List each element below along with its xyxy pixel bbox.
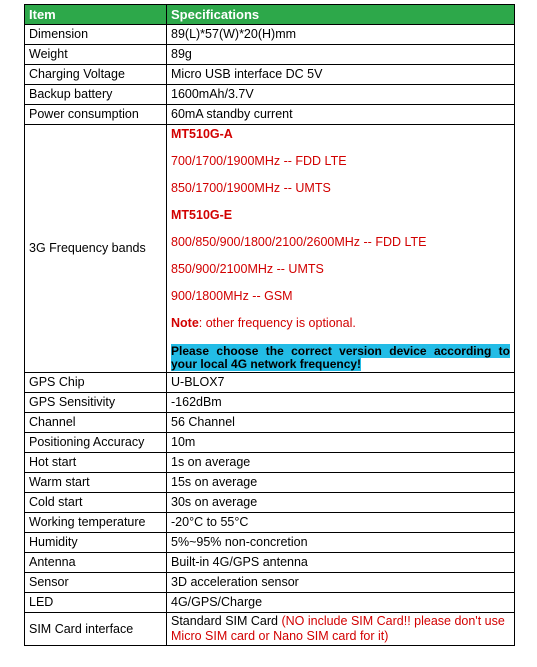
row-item: Sensor [25, 573, 167, 593]
table-row [25, 25, 515, 45]
sim-spec-warning: (NO include SIM Card!! please don't use Micro SIM card or Nano SIM card for it) [171, 614, 505, 643]
row-item: Power consumption [25, 105, 167, 125]
e-umts: 850/900/2100MHz -- UMTS [171, 262, 324, 276]
table-row [25, 513, 515, 533]
table-row [25, 45, 515, 65]
table-row [25, 373, 515, 393]
header-spec: Specifications [167, 5, 515, 25]
row-spec: 3D acceleration sensor [167, 573, 515, 593]
table-row [25, 413, 515, 433]
row-item: Cold start [25, 493, 167, 513]
a-lte: 700/1700/1900MHz -- FDD LTE [171, 154, 347, 168]
row-item: Dimension [25, 25, 167, 45]
row-spec: Built-in 4G/GPS antenna [167, 553, 515, 573]
row-spec: 1s on average [167, 453, 515, 473]
row-spec: 30s on average [167, 493, 515, 513]
note [171, 316, 510, 331]
bands-spec [167, 125, 515, 373]
sim-spec [167, 613, 515, 646]
note-label: Note [171, 316, 199, 330]
table-row [25, 593, 515, 613]
table-row [25, 573, 515, 593]
sim-item: SIM Card interface [25, 613, 167, 646]
row-item: Antenna [25, 553, 167, 573]
e-gsm: 900/1800MHz -- GSM [171, 289, 293, 303]
row-item: Hot start [25, 453, 167, 473]
table-row [25, 453, 515, 473]
sim-spec-plain: Standard SIM Card [171, 614, 282, 628]
row-item: GPS Sensitivity [25, 393, 167, 413]
table-row [25, 393, 515, 413]
row-spec: 10m [167, 433, 515, 453]
row-spec: 89g [167, 45, 515, 65]
highlight-line [171, 345, 510, 371]
row-spec: 56 Channel [167, 413, 515, 433]
table-row [25, 85, 515, 105]
model-a-label: MT510G-A [171, 127, 233, 141]
row-spec: Micro USB interface DC 5V [167, 65, 515, 85]
row-spec: -162dBm [167, 393, 515, 413]
table-row [25, 473, 515, 493]
model-e-label: MT510G-E [171, 208, 233, 222]
header-row [25, 5, 515, 25]
row-spec: U-BLOX7 [167, 373, 515, 393]
row-spec: 5%~95% non-concretion [167, 533, 515, 553]
note-text: : other frequency is optional. [198, 316, 356, 330]
table-row [25, 65, 515, 85]
spec-table [24, 4, 515, 646]
row-spec: 89(L)*57(W)*20(H)mm [167, 25, 515, 45]
row-spec: 60mA standby current [167, 105, 515, 125]
row-spec: 15s on average [167, 473, 515, 493]
row-spec: 4G/GPS/Charge [167, 593, 515, 613]
table-row [25, 553, 515, 573]
row-item: Backup battery [25, 85, 167, 105]
row-item: LED [25, 593, 167, 613]
row-item: Charging Voltage [25, 65, 167, 85]
e-lte: 800/850/900/1800/2100/2600MHz -- FDD LTE [171, 235, 427, 249]
bands-row [25, 125, 515, 373]
bottom-rows [25, 373, 515, 613]
row-item: Warm start [25, 473, 167, 493]
table-row [25, 493, 515, 513]
row-spec: -20°C to 55°C [167, 513, 515, 533]
sim-row [25, 613, 515, 646]
bands-item: 3G Frequency bands [25, 125, 167, 373]
a-umts: 850/1700/1900MHz -- UMTS [171, 181, 331, 195]
table-row [25, 433, 515, 453]
header-item: Item [25, 5, 167, 25]
table-row [25, 533, 515, 553]
row-spec: 1600mAh/3.7V [167, 85, 515, 105]
row-item: Weight [25, 45, 167, 65]
row-item: GPS Chip [25, 373, 167, 393]
row-item: Humidity [25, 533, 167, 553]
table-row [25, 105, 515, 125]
row-item: Channel [25, 413, 167, 433]
highlight-text: Please choose the correct version device according to your local 4G network frequency! [171, 344, 510, 371]
top-rows [25, 25, 515, 125]
row-item: Positioning Accuracy [25, 433, 167, 453]
row-item: Working temperature [25, 513, 167, 533]
